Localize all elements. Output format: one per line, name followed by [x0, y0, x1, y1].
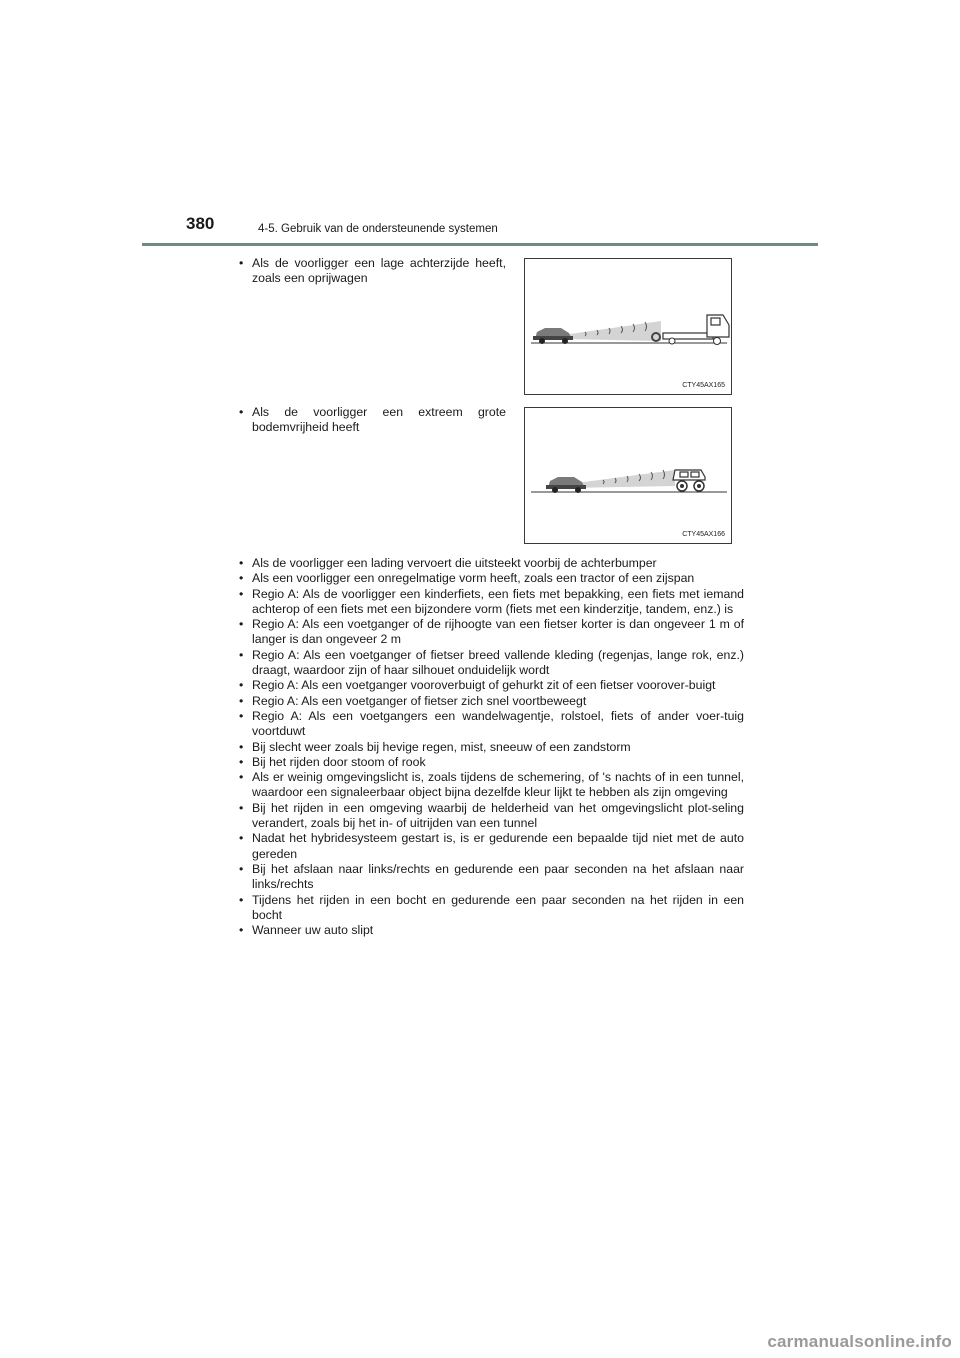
figure-text-1	[234, 256, 506, 286]
bullet-glyph: •	[239, 405, 244, 419]
figure-caption: Als de voorligger een lage achterzijde heeft, zoals een oprijwagen	[252, 256, 506, 285]
bullet-glyph: •	[239, 256, 244, 270]
list-item: • Regio A: Als een voetganger of de rijhoogte van een fietser korter is dan ongeveer 1 m of langer is dan ongeveer 2 m	[239, 617, 744, 647]
list-item: • Regio A: Als een voetganger vooroverbuigt of gehurkt zit of een fietser voorover-buigt	[239, 678, 716, 693]
list-item: • Regio A: Als een voetganger of fietser zich snel voortbeweegt	[239, 693, 587, 708]
list-item: • Nadat het hybridesysteem gestart is, is er gedurende een bepaalde tijd niet met de auto gereden	[239, 831, 744, 861]
condition-list	[234, 556, 744, 938]
list-item: • Als er weinig omgevingslicht is, zoals tijdens de schemering, of 's nachts of in een tunnel, waardoor een signaleerbaar object bijna dezelfde kleur lijkt te hebben als zijn omgeving	[239, 770, 744, 800]
list-item: • Bij het afslaan naar links/rechts en gedurende een paar seconden na het afslaan naar links/rechts	[239, 861, 744, 892]
radar-illustration-2	[525, 408, 731, 543]
section-title: 4-5. Gebruik van de ondersteunende systemen	[258, 223, 498, 235]
list-item: • Bij slecht weer zoals bij hevige regen, mist, sneeuw of een zandstorm	[239, 739, 631, 754]
list-item: • Regio A: Als de voorligger een kinderfiets, een fiets met bepakking, een fiets met iemand achterop of een fiets met een bijzondere vorm (fiets met een kinderzitje, tandem, enz.) is	[239, 586, 744, 616]
list-item: • Als een voorligger een onregelmatige vorm heeft, zoals een tractor of een zijspan	[239, 571, 695, 586]
radar-illustration-1	[525, 259, 731, 394]
list-item: • Tijdens het rijden in een bocht en gedurende een paar seconden na het rijden in een bocht	[239, 892, 744, 922]
page-number: 380	[186, 214, 215, 233]
figure-code: CTY45AX165	[682, 382, 725, 389]
figure-caption: Als de voorligger een extreem grote bodemvrijheid heeft	[252, 405, 506, 434]
figure-code: CTY45AX166	[682, 531, 725, 538]
list-item: • Bij het rijden in een omgeving waarbij de helderheid van het omgevingslicht plot-seling verandert, zoals bij het in- of uitrijden van een tunnel	[239, 800, 744, 831]
figure-low-rear-vehicle	[524, 258, 732, 395]
list-item: • Bij het rijden door stoom of rook	[239, 754, 426, 769]
list-item: • Regio A: Als een voetgangers een wandelwagentje, rolstoel, fiets of ander voer-tuig voortduwt	[239, 708, 744, 739]
header-rule	[142, 243, 818, 246]
list-item: • Wanneer uw auto slipt	[239, 923, 374, 938]
watermark: carmanualsonline.info	[767, 1332, 952, 1351]
list-item: • Regio A: Als een voetganger of fietser breed vallende kleding (regenjas, lange rok, enz.) draagt, waardoor zijn of haar silhouet onduidelijk wordt	[239, 647, 744, 678]
figure-text-2	[234, 405, 506, 435]
figure-high-clearance-vehicle	[524, 407, 732, 544]
list-item: • Als de voorligger een lading vervoert die uitsteekt voorbij de achterbumper	[239, 556, 657, 570]
